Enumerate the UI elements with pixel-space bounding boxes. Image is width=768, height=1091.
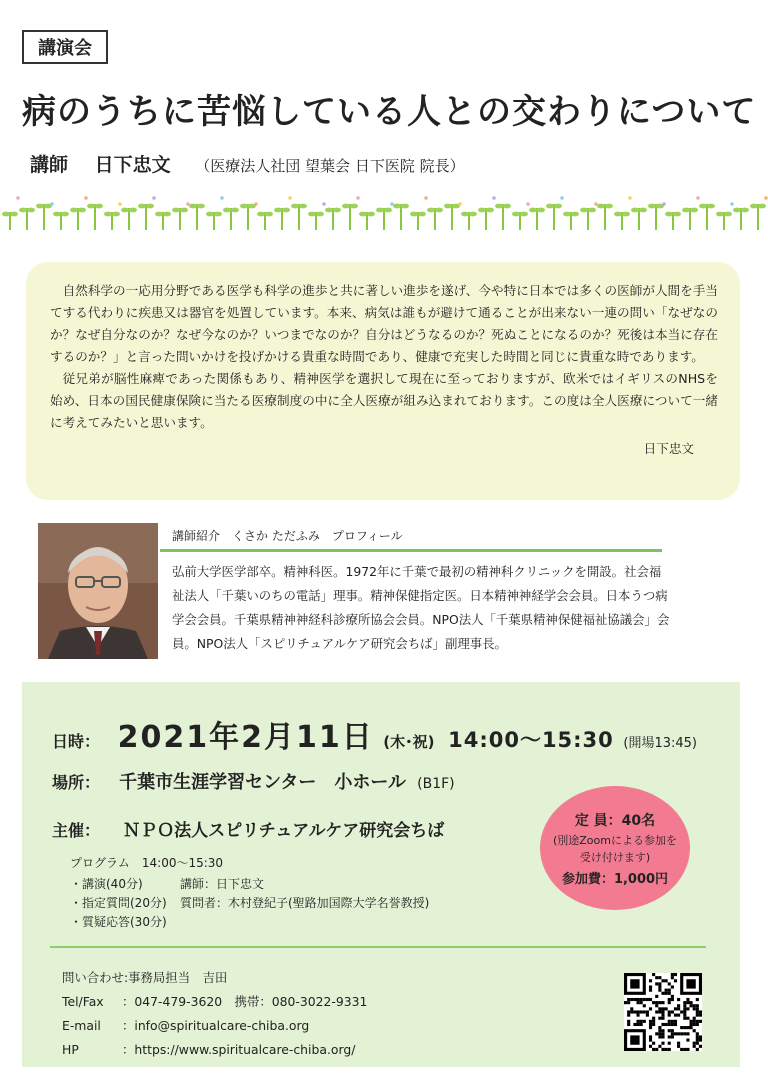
zoom-note-line-1: (別途Zoomによる参加を bbox=[552, 833, 677, 847]
event-open-time: (開場13:45) bbox=[623, 736, 697, 751]
hp-label: HP bbox=[62, 1042, 79, 1057]
sprout-icon bbox=[393, 204, 409, 230]
program-row bbox=[70, 894, 429, 913]
qr-code bbox=[624, 973, 702, 1051]
event-date: 2021年2月11日 bbox=[117, 720, 374, 755]
sprout-icon bbox=[70, 196, 88, 230]
contact-email-row bbox=[62, 1014, 367, 1038]
intro-message-box bbox=[26, 262, 740, 500]
sprout-icon bbox=[138, 196, 156, 230]
sprout-icon bbox=[36, 202, 54, 230]
sprout-icon bbox=[580, 202, 598, 230]
sprout-icon bbox=[597, 204, 613, 230]
program-row bbox=[70, 875, 429, 894]
intro-signature: 日下忠文 bbox=[643, 441, 694, 456]
sprout-icon bbox=[121, 208, 137, 230]
sprout-icon bbox=[444, 202, 462, 230]
sprout-icon bbox=[461, 212, 477, 230]
intro-paragraph-2: 従兄弟が脳性麻痺であった関係もあり、精神医学を選択して現在に至っておりますが、欧米ではイギリスのNHSを始め、日本の国民健康保険に当たる医療制度の中に全人医療が組み込まれております。この度は全人医療について一緒に考えてみたいと思います。 bbox=[50, 371, 718, 430]
contact-divider bbox=[50, 946, 706, 948]
sprout-icon bbox=[53, 212, 69, 230]
event-datetime bbox=[52, 712, 697, 756]
sprout-icon bbox=[495, 204, 511, 230]
sprout-icon bbox=[750, 196, 768, 230]
organizer-label: 主催： bbox=[52, 821, 101, 840]
sprout-icon bbox=[325, 208, 341, 230]
sprout-icon bbox=[308, 202, 326, 230]
sprout-icon bbox=[172, 202, 190, 230]
sprout-icon bbox=[189, 204, 205, 230]
zoom-note bbox=[553, 832, 677, 866]
tel-label: Tel/Fax bbox=[62, 994, 104, 1009]
sprout-icon bbox=[376, 202, 394, 230]
sprout-icon bbox=[291, 204, 307, 230]
contact-inquiry: 問い合わせ:事務局担当 吉田 bbox=[62, 970, 228, 985]
email-label: E-mail bbox=[62, 1018, 101, 1033]
sprout-icon bbox=[427, 208, 443, 230]
sprout-icon bbox=[240, 202, 258, 230]
zoom-note-line-2: 受け付けます) bbox=[579, 850, 651, 864]
sprout-icon bbox=[274, 196, 292, 230]
lecturer-photo bbox=[38, 523, 158, 659]
sprout-icon bbox=[648, 202, 666, 230]
capacity-fee-badge bbox=[540, 786, 690, 910]
capacity: 定 員：40名 bbox=[574, 812, 656, 829]
sprout-border-decoration bbox=[0, 190, 768, 240]
program-item: ・質疑応答(30分) bbox=[70, 915, 167, 929]
sprout-icon bbox=[614, 196, 632, 230]
event-place bbox=[52, 768, 455, 794]
profile-divider bbox=[160, 549, 662, 552]
date-label: 日時： bbox=[52, 732, 101, 751]
program-list bbox=[70, 854, 429, 932]
sprout-icon bbox=[155, 212, 171, 230]
sprout-icon bbox=[87, 204, 103, 230]
program-item: ・講演(40分) bbox=[70, 877, 143, 891]
program-item: ・指定質問(20分) bbox=[70, 896, 167, 910]
sprout-icon bbox=[631, 208, 647, 230]
sprout-icon bbox=[682, 196, 700, 230]
sprout-icon bbox=[665, 212, 681, 230]
lecturer-portrait-illustration bbox=[38, 523, 158, 659]
sprout-icon bbox=[546, 196, 564, 230]
event-type-tag: 講演会 bbox=[22, 30, 108, 64]
profile-body: 弘前大学医学部卒。精神科医。1972年に千葉で最初の精神科クリニックを開設。社会福祉法人「千葉いのちの電話」理事。精神保健指定医。日本精神神経学会会員。日本うつ病学会会員。千葉県精神神経科診療所協会会員。NPO法人「千葉県精神保健福祉協議会」会員。NPO法人「スピリチュアルケア研究会ちば」副理事長。 bbox=[172, 564, 670, 651]
sprout-icon bbox=[563, 212, 579, 230]
sprout-icon bbox=[733, 208, 749, 230]
place-label: 場所： bbox=[52, 773, 101, 792]
contact-info bbox=[62, 966, 367, 1062]
program-detail: 質問者：木村登紀子(聖路加国際大学名誉教授) bbox=[180, 896, 430, 910]
event-organizer bbox=[52, 816, 444, 841]
lecturer-role: 講師 bbox=[30, 154, 69, 176]
email-link[interactable]: ：info@spiritualcare-chiba.org bbox=[122, 1018, 310, 1033]
sprout-icon bbox=[223, 208, 239, 230]
sprout-icon bbox=[716, 202, 734, 230]
program-detail: 講師：日下忠文 bbox=[180, 877, 265, 891]
lecturer-line bbox=[30, 150, 465, 177]
tel-value: ：047-479-3620 携帯：080-3022-9331 bbox=[122, 994, 368, 1009]
sprout-icon bbox=[512, 202, 530, 230]
organizer-value: ＮＰＯ法人スピリチュアルケア研究会ちば bbox=[123, 821, 445, 841]
sprout-icon bbox=[206, 196, 224, 230]
page-title: 病のうちに苦悩している人との交わりについて bbox=[22, 92, 757, 132]
intro-paragraph-1: 自然科学の一応用分野である医学も科学の進歩と共に著しい進歩を遂げ、今や特に日本では多くの医師が人間を手当てする代わりに疾患又は器官を処置しています。本来、病気は誰もが避けて通ることが出来ない一連の問い「なぜなのか？なぜ自分なのか？なぜ今なのか？いつまでなのか？自分はどうなるのか？死ぬことになるのか？死後は本当に存在するのか？」と言った問いかけを投げかける貴重な時間であり、健康で充実した時間と同じに貴重な時であります。 bbox=[50, 283, 718, 364]
sprout-icon bbox=[359, 212, 375, 230]
place-value: 千葉市生涯学習センター 小ホール bbox=[119, 772, 407, 793]
lecturer-name: 日下忠文 bbox=[94, 154, 171, 176]
sprout-icon bbox=[104, 202, 122, 230]
program-heading: プログラム 14:00～15:30 bbox=[70, 856, 224, 870]
event-time: 14:00～15:30 bbox=[448, 728, 614, 752]
sprout-icon bbox=[529, 208, 545, 230]
program-row bbox=[70, 913, 429, 932]
event-weekday: (木･祝) bbox=[383, 733, 435, 751]
participation-fee: 参加費：1,000円 bbox=[561, 871, 669, 887]
homepage-link[interactable]: ：https://www.spiritualcare-chiba.org/ bbox=[122, 1042, 356, 1057]
sprout-icon bbox=[478, 196, 496, 230]
lecturer-affiliation: （医療法人社団 望葉会 日下医院 院長） bbox=[195, 157, 465, 175]
contact-hp-row bbox=[62, 1038, 367, 1062]
contact-tel-row bbox=[62, 990, 367, 1014]
sprout-icon bbox=[2, 196, 20, 230]
sprout-icon bbox=[257, 212, 273, 230]
profile-heading: 講師紹介 くさか ただふみ プロフィール bbox=[172, 529, 403, 543]
sprout-icon bbox=[699, 204, 715, 230]
sprout-icon bbox=[19, 208, 35, 230]
sprout-icon bbox=[410, 196, 428, 230]
place-floor: (B1F) bbox=[417, 776, 455, 792]
sprout-icon bbox=[342, 196, 360, 230]
